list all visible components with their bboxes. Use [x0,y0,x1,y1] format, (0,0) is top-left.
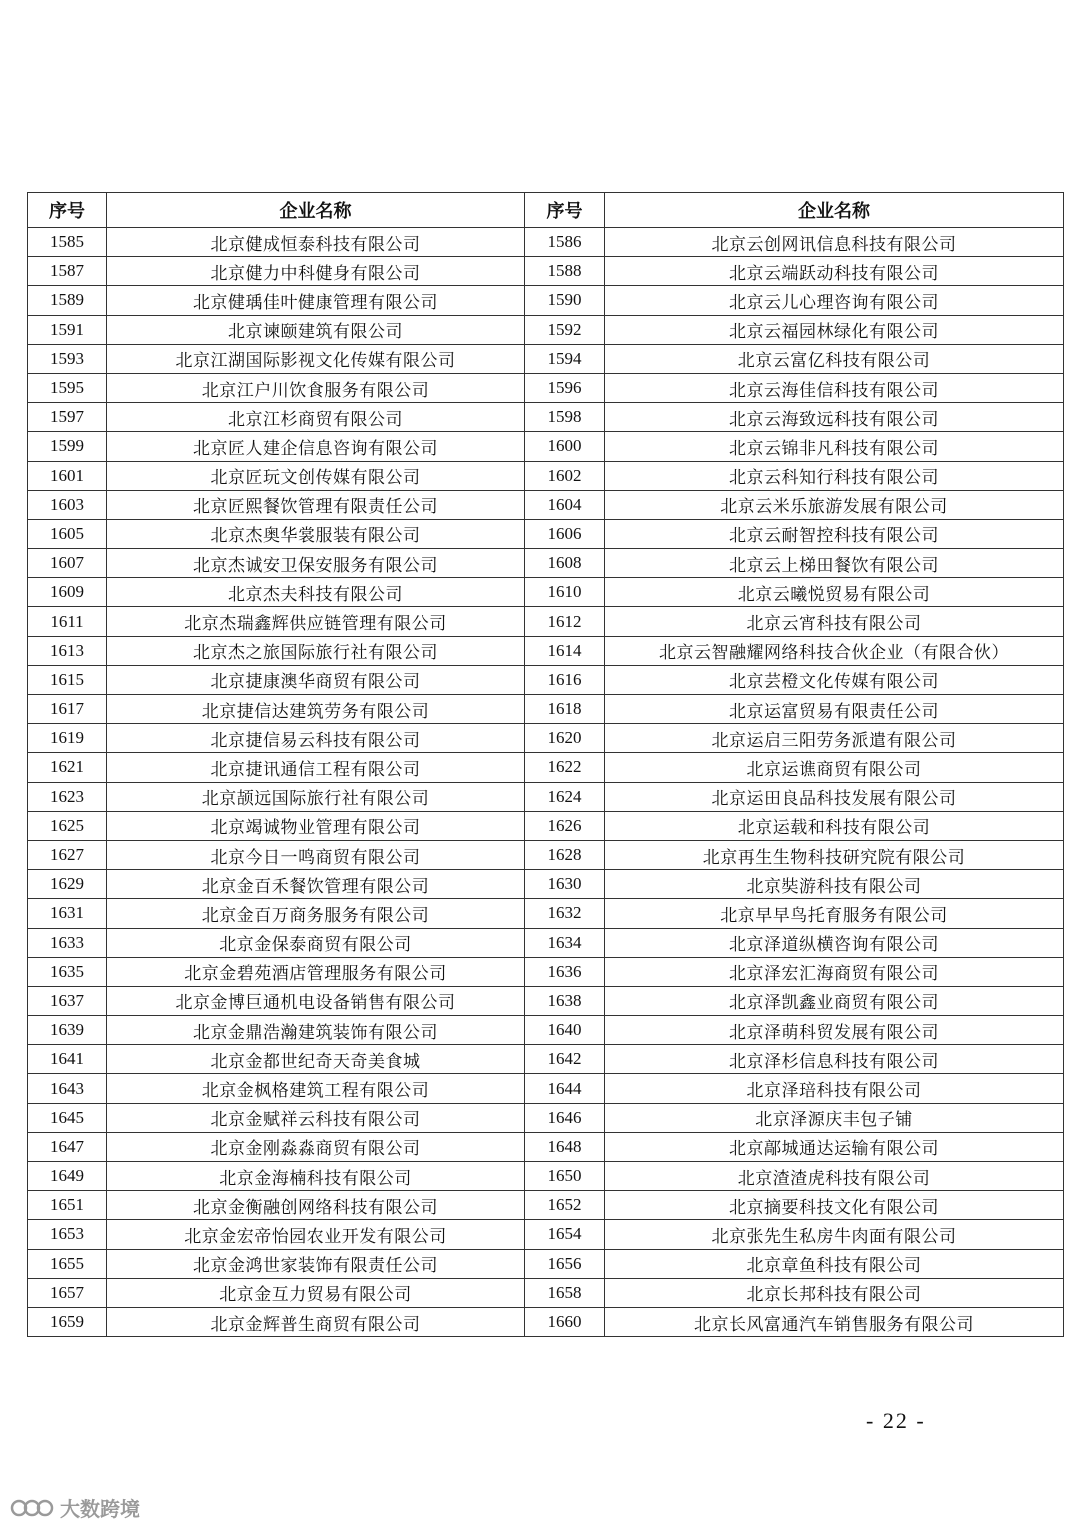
row-company-name-right: 北京泽琣科技有限公司 [605,1074,1064,1103]
row-company-name-right: 北京云海致远科技有限公司 [605,403,1064,432]
row-company-name-left: 北京金辉普生商贸有限公司 [107,1307,525,1336]
row-company-name-right: 北京云科知行科技有限公司 [605,461,1064,490]
table-row [28,811,1064,840]
row-company-name-left: 北京匠熙餐饮管理有限责任公司 [107,490,525,519]
table-row [28,490,1064,519]
row-index-right: 1634 [525,928,605,957]
row-company-name-right: 北京云创网讯信息科技有限公司 [605,228,1064,257]
row-company-name-right: 北京云宵科技有限公司 [605,607,1064,636]
row-index-right: 1616 [525,665,605,694]
watermark-text: 大数跨境 [60,1497,140,1521]
row-company-name-right: 北京长风富通汽车销售服务有限公司 [605,1307,1064,1336]
row-index-right: 1646 [525,1103,605,1132]
row-company-name-right: 北京云海佳信科技有限公司 [605,373,1064,402]
row-index-left: 1635 [28,957,107,986]
row-company-name-right: 北京云耐智控科技有限公司 [605,519,1064,548]
row-company-name-left: 北京杰诚安卫保安服务有限公司 [107,549,525,578]
row-index-right: 1624 [525,782,605,811]
row-company-name-right: 北京泽道纵横咨询有限公司 [605,928,1064,957]
row-company-name-right: 北京云上梯田餐饮有限公司 [605,549,1064,578]
row-index-left: 1595 [28,373,107,402]
row-company-name-right: 北京泽宏汇海商贸有限公司 [605,957,1064,986]
table-row [28,607,1064,636]
table-row [28,578,1064,607]
row-index-right: 1598 [525,403,605,432]
row-index-right: 1596 [525,373,605,402]
row-index-right: 1588 [525,257,605,286]
row-index-right: 1636 [525,957,605,986]
row-index-left: 1585 [28,228,107,257]
row-index-right: 1652 [525,1191,605,1220]
row-company-name-left: 北京江户川饮食服务有限公司 [107,373,525,402]
row-index-right: 1638 [525,986,605,1015]
row-company-name-left: 北京金百禾餐饮管理有限公司 [107,870,525,899]
row-company-name-left: 北京捷康澳华商贸有限公司 [107,665,525,694]
row-index-left: 1599 [28,432,107,461]
row-company-name-left: 北京杰夫科技有限公司 [107,578,525,607]
table-row [28,695,1064,724]
row-index-left: 1611 [28,607,107,636]
row-company-name-left: 北京江杉商贸有限公司 [107,403,525,432]
row-index-right: 1626 [525,811,605,840]
table-row [28,432,1064,461]
row-index-right: 1650 [525,1162,605,1191]
row-index-right: 1640 [525,1016,605,1045]
row-index-left: 1619 [28,724,107,753]
row-index-left: 1609 [28,578,107,607]
row-index-right: 1658 [525,1278,605,1307]
row-index-left: 1625 [28,811,107,840]
table-header-row [28,193,1064,228]
row-index-right: 1628 [525,840,605,869]
row-index-right: 1642 [525,1045,605,1074]
row-index-left: 1651 [28,1191,107,1220]
table-row [28,315,1064,344]
row-index-left: 1593 [28,344,107,373]
header-name-left: 企业名称 [107,193,525,228]
row-index-right: 1648 [525,1132,605,1161]
row-company-name-left: 北京颉远国际旅行社有限公司 [107,782,525,811]
row-company-name-left: 北京杰奥华裳服装有限公司 [107,519,525,548]
row-company-name-left: 北京金枫格建筑工程有限公司 [107,1074,525,1103]
row-company-name-right: 北京运载和科技有限公司 [605,811,1064,840]
table-row [28,1132,1064,1161]
table-row [28,228,1064,257]
table-row [28,1191,1064,1220]
table-row [28,1103,1064,1132]
row-index-left: 1623 [28,782,107,811]
table-row [28,344,1064,373]
row-index-left: 1643 [28,1074,107,1103]
table-row [28,782,1064,811]
row-index-left: 1603 [28,490,107,519]
row-company-name-left: 北京金碧苑酒店管理服务有限公司 [107,957,525,986]
row-index-left: 1621 [28,753,107,782]
row-company-name-left: 北京杰瑞鑫辉供应链管理有限公司 [107,607,525,636]
row-company-name-right: 北京再生生物科技研究院有限公司 [605,840,1064,869]
row-company-name-right: 北京运谯商贸有限公司 [605,753,1064,782]
row-index-left: 1657 [28,1278,107,1307]
row-index-left: 1633 [28,928,107,957]
row-index-right: 1606 [525,519,605,548]
row-index-left: 1649 [28,1162,107,1191]
row-index-right: 1592 [525,315,605,344]
header-index-left: 序号 [28,193,107,228]
table-row [28,1016,1064,1045]
table-row [28,549,1064,578]
row-company-name-right: 北京芸橙文化传媒有限公司 [605,665,1064,694]
row-index-left: 1637 [28,986,107,1015]
row-company-name-left: 北京金互力贸易有限公司 [107,1278,525,1307]
row-index-right: 1622 [525,753,605,782]
table-row [28,519,1064,548]
row-company-name-right: 北京云智融耀网络科技合伙企业（有限合伙） [605,636,1064,665]
row-company-name-right: 北京渣渣虎科技有限公司 [605,1162,1064,1191]
row-index-left: 1589 [28,286,107,315]
table-row [28,1220,1064,1249]
row-company-name-right: 北京泽源庆丰包子铺 [605,1103,1064,1132]
row-index-right: 1590 [525,286,605,315]
table-row [28,1162,1064,1191]
row-company-name-right: 北京云福园林绿化有限公司 [605,315,1064,344]
row-company-name-left: 北京江湖国际影视文化传媒有限公司 [107,344,525,373]
row-index-right: 1654 [525,1220,605,1249]
row-company-name-left: 北京金赋祥云科技有限公司 [107,1103,525,1132]
row-company-name-left: 北京匠人建企信息咨询有限公司 [107,432,525,461]
row-index-right: 1602 [525,461,605,490]
row-index-right: 1600 [525,432,605,461]
table-row [28,870,1064,899]
table-row [28,461,1064,490]
row-index-right: 1656 [525,1249,605,1278]
table-row [28,957,1064,986]
row-company-name-right: 北京运启三阳劳务派遣有限公司 [605,724,1064,753]
row-company-name-right: 北京摘要科技文化有限公司 [605,1191,1064,1220]
table-row [28,899,1064,928]
row-index-right: 1660 [525,1307,605,1336]
table-body [28,228,1064,1337]
row-company-name-left: 北京匠玩文创传媒有限公司 [107,461,525,490]
row-company-name-right: 北京运田良品科技发展有限公司 [605,782,1064,811]
row-company-name-right: 北京云端跃动科技有限公司 [605,257,1064,286]
row-company-name-right: 北京章鱼科技有限公司 [605,1249,1064,1278]
table-row [28,986,1064,1015]
table-row [28,286,1064,315]
row-company-name-right: 北京云米乐旅游发展有限公司 [605,490,1064,519]
row-company-name-left: 北京捷信易云科技有限公司 [107,724,525,753]
row-company-name-right: 北京奘游科技有限公司 [605,870,1064,899]
table-row [28,1249,1064,1278]
table-row [28,403,1064,432]
header-index-right: 序号 [525,193,605,228]
row-index-left: 1659 [28,1307,107,1336]
row-index-left: 1647 [28,1132,107,1161]
table-row [28,257,1064,286]
row-index-left: 1645 [28,1103,107,1132]
table-row [28,1278,1064,1307]
page-number: - 22 - [866,1408,926,1433]
row-index-right: 1586 [525,228,605,257]
row-company-name-left: 北京金鸿世家装饰有限责任公司 [107,1249,525,1278]
row-index-left: 1605 [28,519,107,548]
row-index-left: 1653 [28,1220,107,1249]
row-company-name-left: 北京捷信达建筑劳务有限公司 [107,695,525,724]
row-index-left: 1597 [28,403,107,432]
row-index-right: 1594 [525,344,605,373]
row-index-left: 1591 [28,315,107,344]
row-company-name-left: 北京今日一鸣商贸有限公司 [107,840,525,869]
row-company-name-right: 北京长邦科技有限公司 [605,1278,1064,1307]
row-company-name-left: 北京健瑀佳叶健康管理有限公司 [107,286,525,315]
row-company-name-left: 北京健成恒泰科技有限公司 [107,228,525,257]
row-index-left: 1617 [28,695,107,724]
row-company-name-right: 北京鄗城通达运输有限公司 [605,1132,1064,1161]
row-company-name-left: 北京杰之旅国际旅行社有限公司 [107,636,525,665]
table-row [28,1045,1064,1074]
table-row [28,373,1064,402]
row-index-left: 1587 [28,257,107,286]
row-index-right: 1612 [525,607,605,636]
row-index-left: 1613 [28,636,107,665]
row-company-name-right: 北京云锦非凡科技有限公司 [605,432,1064,461]
table-row [28,636,1064,665]
watermark-logo-icon [10,1496,54,1520]
row-index-right: 1630 [525,870,605,899]
row-company-name-right: 北京泽杉信息科技有限公司 [605,1045,1064,1074]
table-row [28,724,1064,753]
row-company-name-left: 北京金博巨通机电设备销售有限公司 [107,986,525,1015]
table-row [28,840,1064,869]
row-company-name-left: 北京金保泰商贸有限公司 [107,928,525,957]
row-index-right: 1608 [525,549,605,578]
row-index-right: 1632 [525,899,605,928]
row-index-right: 1614 [525,636,605,665]
row-company-name-left: 北京捷讯通信工程有限公司 [107,753,525,782]
table-row [28,1074,1064,1103]
row-index-right: 1604 [525,490,605,519]
row-index-left: 1615 [28,665,107,694]
table-row [28,928,1064,957]
row-index-left: 1627 [28,840,107,869]
row-company-name-right: 北京早早鸟托育服务有限公司 [605,899,1064,928]
row-company-name-left: 北京竭诚物业管理有限公司 [107,811,525,840]
row-company-name-right: 北京云富亿科技有限公司 [605,344,1064,373]
row-company-name-left: 北京金百万商务服务有限公司 [107,899,525,928]
row-index-left: 1641 [28,1045,107,1074]
row-company-name-right: 北京运富贸易有限责任公司 [605,695,1064,724]
row-company-name-right: 北京云儿心理咨询有限公司 [605,286,1064,315]
row-company-name-right: 北京泽萌科贸发展有限公司 [605,1016,1064,1045]
row-index-left: 1601 [28,461,107,490]
header-name-right: 企业名称 [605,193,1064,228]
row-company-name-left: 北京金衡融创网络科技有限公司 [107,1191,525,1220]
table-row [28,665,1064,694]
row-index-left: 1639 [28,1016,107,1045]
row-company-name-left: 北京金海楠科技有限公司 [107,1162,525,1191]
row-index-right: 1618 [525,695,605,724]
row-index-left: 1631 [28,899,107,928]
table-row [28,1307,1064,1336]
row-index-left: 1629 [28,870,107,899]
row-company-name-right: 北京张先生私房牛肉面有限公司 [605,1220,1064,1249]
row-company-name-right: 北京云曦悦贸易有限公司 [605,578,1064,607]
row-company-name-left: 北京金宏帝怡园农业开发有限公司 [107,1220,525,1249]
row-company-name-left: 北京金都世纪奇天奇美食城 [107,1045,525,1074]
row-index-left: 1607 [28,549,107,578]
row-company-name-left: 北京谏颐建筑有限公司 [107,315,525,344]
row-index-right: 1610 [525,578,605,607]
row-index-right: 1644 [525,1074,605,1103]
row-index-left: 1655 [28,1249,107,1278]
watermark [10,1493,140,1522]
row-company-name-left: 北京金刚淼淼商贸有限公司 [107,1132,525,1161]
row-company-name-left: 北京金鼎浩瀚建筑装饰有限公司 [107,1016,525,1045]
row-index-right: 1620 [525,724,605,753]
company-list-table [27,192,1064,1337]
table-row [28,753,1064,782]
row-company-name-right: 北京泽凯鑫业商贸有限公司 [605,986,1064,1015]
row-company-name-left: 北京健力中科健身有限公司 [107,257,525,286]
